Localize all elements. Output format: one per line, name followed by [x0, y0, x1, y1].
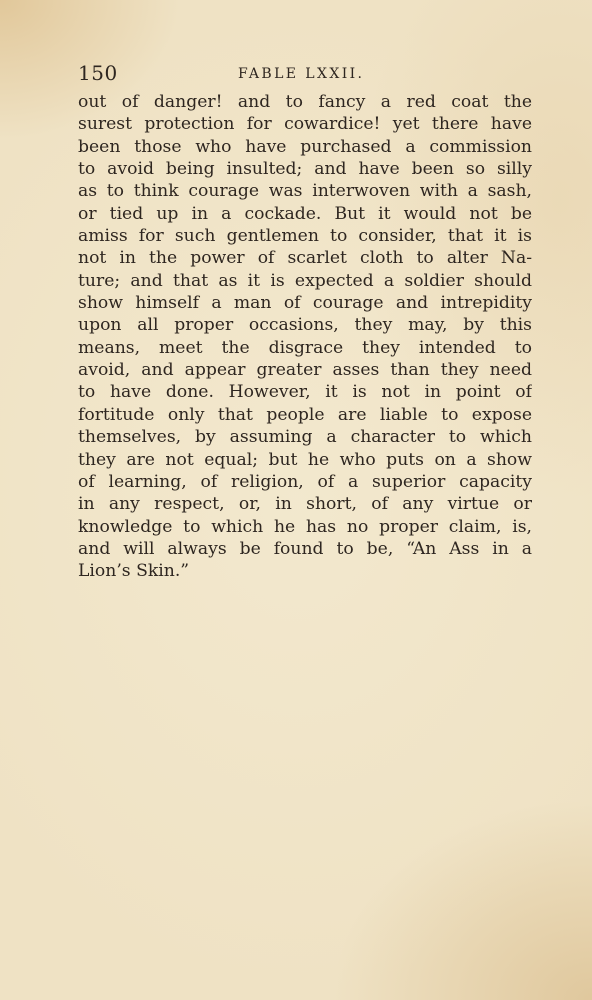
text-line: avoid, and appear greater asses than they need	[78, 360, 532, 381]
text-line: show himself a man of courage and intrepidity	[78, 293, 532, 314]
text-line: fortitude only that people are liable to expose	[78, 404, 532, 425]
text-line: amiss for such gentlemen to consider, that it is	[78, 226, 532, 247]
body-text	[78, 91, 532, 583]
text-line: knowledge to which he has no proper claim, is,	[78, 516, 532, 537]
text-line: to have done. However, it is not in point of	[78, 382, 532, 403]
text-line: out of danger! and to fancy a red coat the	[78, 92, 532, 112]
text-line: themselves, by assuming a character to which	[78, 427, 532, 448]
running-title: FABLE LXXII.	[238, 66, 365, 82]
text-line: and will always be found to be, “An Ass in a	[78, 538, 532, 559]
running-head	[78, 60, 532, 86]
text-line: ture; and that as it is expected a soldier should	[78, 270, 532, 291]
text-line: they are not equal; but he who puts on a show	[78, 449, 532, 470]
text-line: Lion’s Skin.”	[78, 561, 190, 582]
text-line: as to think courage was interwoven with a sash,	[78, 181, 532, 202]
text-line: upon all proper occasions, they may, by this	[78, 315, 532, 336]
text-line: in any respect, or, in short, of any virtue or	[78, 494, 532, 515]
text-line: surest protection for cowardice! yet there have	[78, 114, 532, 135]
text-line: to avoid being insulted; and have been so silly	[78, 159, 532, 180]
text-line: or tied up in a cockade. But it would not be	[78, 203, 532, 224]
text-line: of learning, of religion, of a superior capacity	[78, 471, 532, 492]
text-line: not in the power of scarlet cloth to alter Na-	[78, 248, 532, 269]
text-line: been those who have purchased a commission	[78, 136, 532, 157]
text-line: means, meet the disgrace they intended to	[78, 337, 532, 358]
page-number: 150	[78, 61, 118, 85]
